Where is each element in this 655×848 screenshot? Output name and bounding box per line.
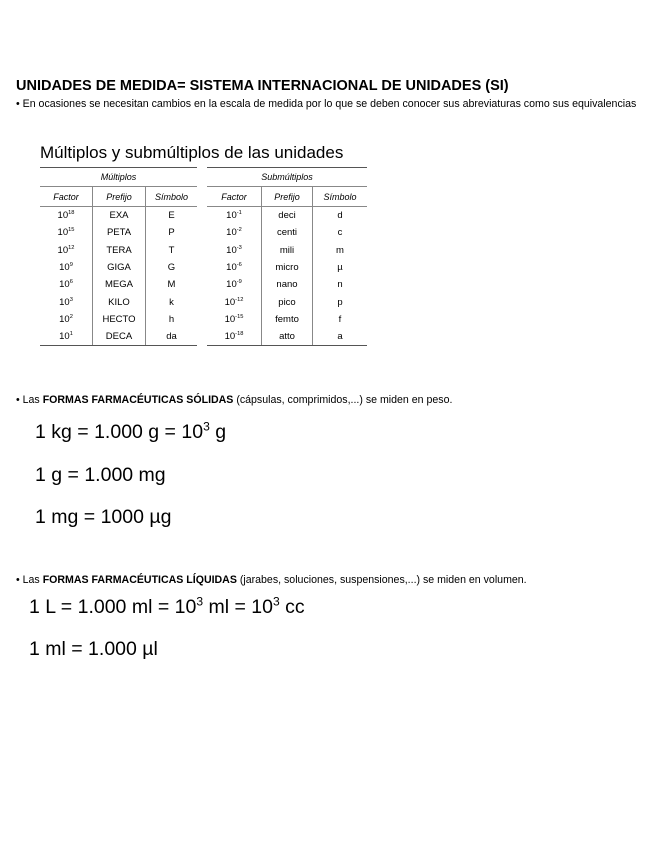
submultiples-symbol-cell: n <box>313 276 368 293</box>
formula-liter-part3: cc <box>279 596 305 618</box>
submultiples-row <box>207 293 367 310</box>
liquids-note-rest: (jarabes, soluciones, suspensiones,...) se miden en volumen. <box>236 574 527 586</box>
multiples-prefix-cell: KILO <box>93 293 146 310</box>
submultiples-factor-cell <box>207 328 262 346</box>
factor-exponent: 18 <box>68 209 75 216</box>
submultiples-symbol-cell: c <box>313 224 368 241</box>
factor-exponent: 9 <box>69 261 73 268</box>
factor-base: 10 <box>59 279 70 291</box>
solids-bold-term: FORMAS FARMACÉUTICAS SÓLIDAS <box>42 394 234 406</box>
submultiples-symbol-cell: f <box>313 311 368 328</box>
factor-base: 10 <box>57 244 69 256</box>
multiples-header-symbol: Símbolo <box>146 187 198 207</box>
factor-exponent: -15 <box>235 313 244 320</box>
factor-exponent: 15 <box>68 227 75 234</box>
multiples-factor-cell <box>40 293 93 310</box>
submultiples-header-prefix: Prefijo <box>262 187 313 207</box>
multiples-factor-cell <box>40 224 93 241</box>
formula-kg-unit: g <box>209 421 227 443</box>
table-title: Múltiplos y submúltiplos de las unidades <box>40 143 344 162</box>
submultiples-header-factor: Factor <box>207 187 262 207</box>
factor-exponent: 12 <box>68 244 75 251</box>
intro-paragraph: • En ocasiones se necesitan cambios en la escala de medida por lo que se deben conocer sus abreviaturas como sus equivalencias <box>16 98 637 110</box>
multiples-prefix-cell: HECTO <box>93 311 146 328</box>
submultiples-symbol-cell: d <box>313 207 368 225</box>
submultiples-factor-cell <box>207 293 262 310</box>
multiples-symbol-cell: k <box>146 293 198 310</box>
factor-exponent: -3 <box>236 244 242 251</box>
submultiples-symbol-cell: p <box>313 293 368 310</box>
multiples-symbol-cell: M <box>146 276 198 293</box>
submultiples-symbol-cell: a <box>313 328 368 346</box>
multiples-prefix-cell: DECA <box>93 328 146 346</box>
multiples-row <box>40 276 197 293</box>
submultiples-factor-cell <box>207 311 262 328</box>
submultiples-prefix-cell: deci <box>262 207 313 225</box>
factor-base: 10 <box>226 244 237 256</box>
multiples-row <box>40 311 197 328</box>
multiples-factor-cell <box>40 311 93 328</box>
factor-base: 10 <box>226 227 237 239</box>
multiples-factor-cell <box>40 259 93 276</box>
factor-base: 10 <box>224 331 236 343</box>
solids-bullet: • Las <box>16 394 43 406</box>
multiples-factor-cell <box>40 276 93 293</box>
multiples-table-body <box>40 207 197 346</box>
multiples-header-prefix: Prefijo <box>93 187 146 207</box>
submultiples-prefix-cell: micro <box>262 259 313 276</box>
multiples-row <box>40 224 197 241</box>
solids-note-rest: (cápsulas, comprimidos,...) se miden en peso. <box>233 394 453 406</box>
multiples-row <box>40 328 197 346</box>
factor-base: 10 <box>224 313 236 325</box>
multiples-header-factor: Factor <box>40 187 93 207</box>
multiples-row <box>40 259 197 276</box>
submultiples-symbol-cell: m <box>313 242 368 259</box>
multiples-row <box>40 207 197 225</box>
factor-exponent: -12 <box>235 296 244 303</box>
submultiples-group-label: Submúltiplos <box>207 168 367 187</box>
submultiples-row <box>207 242 367 259</box>
submultiples-table <box>207 167 367 346</box>
factor-base: 10 <box>59 331 70 343</box>
page-heading: UNIDADES DE MEDIDA= SISTEMA INTERNACIONAL DE UNIDADES (SI) <box>16 78 509 94</box>
formula-ml: 1 ml = 1.000 µl <box>29 638 158 660</box>
liquids-bold-term: FORMAS FARMACÉUTICAS LÍQUIDAS <box>42 574 237 586</box>
solids-note <box>16 394 452 406</box>
multiples-symbol-cell: E <box>146 207 198 225</box>
formula-kg-exponent: 3 <box>203 419 210 434</box>
factor-base: 10 <box>57 210 69 222</box>
multiples-symbol-cell: da <box>146 328 198 346</box>
submultiples-row <box>207 311 367 328</box>
formula-liter-part1: 1 L = 1.000 ml = 10 <box>29 596 197 618</box>
submultiples-symbol-cell: µ <box>313 259 368 276</box>
submultiples-factor-cell <box>207 224 262 241</box>
factor-exponent: 2 <box>69 313 73 320</box>
liquids-note <box>16 574 527 586</box>
formula-mg: 1 mg = 1000 µg <box>35 506 172 528</box>
factor-exponent: -18 <box>235 331 244 338</box>
formula-liter-exponent-1: 3 <box>196 594 204 609</box>
factor-base: 10 <box>59 262 70 274</box>
multiples-table <box>40 167 197 346</box>
multiples-factor-cell <box>40 207 93 225</box>
submultiples-row <box>207 276 367 293</box>
submultiples-prefix-cell: centi <box>262 224 313 241</box>
submultiples-prefix-cell: femto <box>262 311 313 328</box>
factor-base: 10 <box>57 227 69 239</box>
multiples-symbol-cell: G <box>146 259 198 276</box>
formula-liter-part2: ml = 10 <box>203 596 273 618</box>
multiples-prefix-cell: MEGA <box>93 276 146 293</box>
formula-liter-exponent-2: 3 <box>272 594 280 609</box>
submultiples-row <box>207 224 367 241</box>
submultiples-factor-cell <box>207 276 262 293</box>
formula-kg-part: 1 kg = 1.000 g = 10 <box>35 421 204 443</box>
factor-exponent: -2 <box>236 227 242 234</box>
multiples-symbol-cell: P <box>146 224 198 241</box>
multiples-factor-cell <box>40 242 93 259</box>
submultiples-header-symbol: Símbolo <box>313 187 368 207</box>
liquids-bullet: • Las <box>16 574 43 586</box>
factor-base: 10 <box>226 262 237 274</box>
factor-base: 10 <box>226 210 237 222</box>
factor-base: 10 <box>226 279 237 291</box>
submultiples-factor-cell <box>207 259 262 276</box>
submultiples-factor-cell <box>207 242 262 259</box>
multiples-factor-cell <box>40 328 93 346</box>
factor-base: 10 <box>59 296 70 308</box>
multiples-symbol-cell: T <box>146 242 198 259</box>
multiples-group-label: Múltiplos <box>40 168 197 187</box>
multiples-prefix-cell: TERA <box>93 242 146 259</box>
multiples-row <box>40 242 197 259</box>
multiples-prefix-cell: PETA <box>93 224 146 241</box>
factor-base: 10 <box>59 313 70 325</box>
submultiples-row <box>207 259 367 276</box>
factor-exponent: -6 <box>236 261 242 268</box>
submultiples-prefix-cell: mili <box>262 242 313 259</box>
submultiples-prefix-cell: atto <box>262 328 313 346</box>
formula-g: 1 g = 1.000 mg <box>35 464 166 486</box>
multiples-row <box>40 293 197 310</box>
factor-exponent: -9 <box>236 279 242 286</box>
submultiples-row <box>207 328 367 346</box>
multiples-prefix-cell: GIGA <box>93 259 146 276</box>
multiples-symbol-cell: h <box>146 311 198 328</box>
formula-kg <box>35 421 226 444</box>
submultiples-row <box>207 207 367 225</box>
submultiples-prefix-cell: pico <box>262 293 313 310</box>
factor-exponent: 6 <box>69 279 73 286</box>
submultiples-table-body <box>207 207 367 346</box>
formula-liter <box>29 596 305 619</box>
factor-base: 10 <box>224 296 236 308</box>
factor-exponent: 3 <box>69 296 73 303</box>
factor-exponent: 1 <box>69 331 73 338</box>
submultiples-prefix-cell: nano <box>262 276 313 293</box>
factor-exponent: -1 <box>236 209 242 216</box>
submultiples-factor-cell <box>207 207 262 225</box>
multiples-prefix-cell: EXA <box>93 207 146 225</box>
